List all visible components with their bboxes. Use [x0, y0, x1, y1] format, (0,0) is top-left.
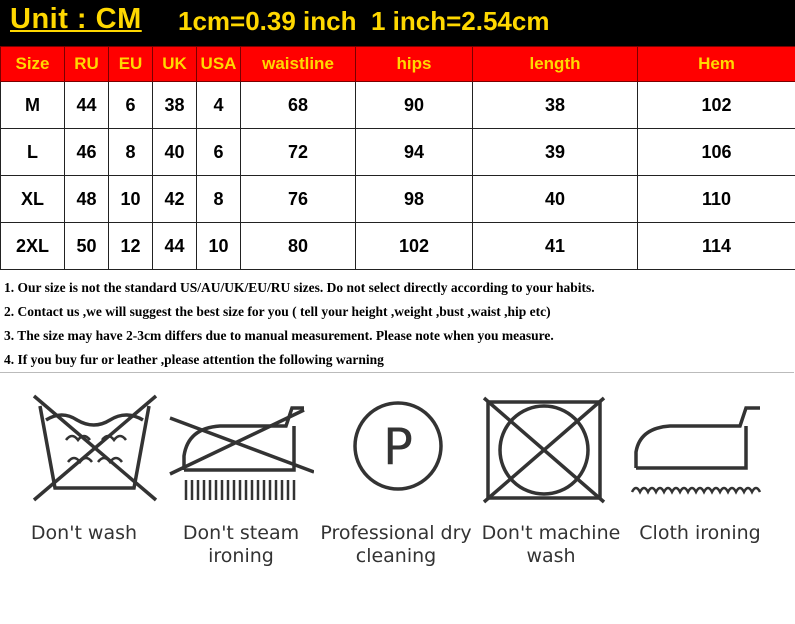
label-line: Don't steam [182, 522, 300, 544]
column-header: hips [356, 47, 473, 82]
table-cell: 12 [109, 223, 153, 270]
table-cell: 39 [473, 129, 638, 176]
table-cell: 10 [109, 176, 153, 223]
table-cell: 102 [356, 223, 473, 270]
note-line: 1. Our size is not the standard US/AU/UK/EU/RU sizes. Do not select directly according to your habits. [4, 280, 595, 295]
table-cell: 76 [241, 176, 356, 223]
table-cell: 40 [153, 129, 197, 176]
header-bar [0, 0, 795, 46]
column-header: RU [65, 47, 109, 82]
table-cell: 98 [356, 176, 473, 223]
table-cell: 41 [473, 223, 638, 270]
table-cell: 6 [197, 129, 241, 176]
cloth-ironing-label [630, 522, 770, 545]
table-cell: 40 [473, 176, 638, 223]
table-cell: 68 [241, 82, 356, 129]
table-cell: 6 [109, 82, 153, 129]
table-cell: 38 [473, 82, 638, 129]
table-cell: 106 [638, 129, 795, 176]
label-line: ironing [208, 545, 274, 567]
dry-clean-label [318, 522, 474, 568]
table-cell: 46 [65, 129, 109, 176]
table-cell: 44 [153, 223, 197, 270]
column-header: EU [109, 47, 153, 82]
no-machine-wash-icon [470, 388, 620, 508]
unit-conversion: 1cm=0.39 inch 1 inch=2.54cm [178, 6, 550, 36]
table-cell: 10 [197, 223, 241, 270]
label-line: Don't wash [30, 522, 138, 544]
table-cell: 102 [638, 82, 795, 129]
no-wash-icon [22, 388, 172, 508]
unit-title: Unit : CM [10, 3, 142, 35]
column-header: USA [197, 47, 241, 82]
size-chart-table [0, 46, 795, 270]
note-line: 2. Contact us ,we will suggest the best size for you ( tell your height ,weight ,bust ,waist ,hip etc) [4, 304, 551, 319]
table-cell: 72 [241, 129, 356, 176]
label-line: Cloth ironing [639, 522, 761, 544]
note-line: 4. If you buy fur or leather ,please attention the following warning [0, 348, 794, 373]
professional-dry-clean-icon [322, 388, 472, 508]
size-notes [4, 276, 794, 373]
table-cell: 38 [153, 82, 197, 129]
column-header: UK [153, 47, 197, 82]
table-cell: 94 [356, 129, 473, 176]
table-row [1, 129, 795, 176]
no-steam-iron-icon [164, 388, 314, 508]
table-cell: 48 [65, 176, 109, 223]
label-line: Don't machine [481, 522, 621, 544]
no-wash-label [14, 522, 154, 545]
label-line: Professional dry [320, 522, 472, 544]
table-cell: L [1, 129, 65, 176]
table-cell: 2XL [1, 223, 65, 270]
table-cell: 80 [241, 223, 356, 270]
table-cell: M [1, 82, 65, 129]
column-header: Size [1, 47, 65, 82]
table-cell: 110 [638, 176, 795, 223]
table-cell: 8 [109, 129, 153, 176]
label-line: wash [526, 545, 576, 567]
table-cell: 44 [65, 82, 109, 129]
column-header: waistline [241, 47, 356, 82]
table-cell: 4 [197, 82, 241, 129]
cloth-ironing-icon [622, 388, 772, 508]
label-line: cleaning [355, 545, 437, 567]
table-cell: 50 [65, 223, 109, 270]
table-header-row [1, 47, 795, 82]
table-cell: 8 [197, 176, 241, 223]
note-line: 3. The size may have 2-3cm differs due to manual measurement. Please note when you measure. [4, 328, 554, 343]
column-header: length [473, 47, 638, 82]
no-steam-iron-label [166, 522, 316, 568]
table-row [1, 176, 795, 223]
column-header: Hem [638, 47, 795, 82]
table-cell: 90 [356, 82, 473, 129]
table-row [1, 223, 795, 270]
dry-clean-symbol: P [382, 418, 414, 476]
table-cell: XL [1, 176, 65, 223]
table-cell: 42 [153, 176, 197, 223]
table-cell: 114 [638, 223, 795, 270]
table-row [1, 82, 795, 129]
no-machine-wash-label [478, 522, 624, 568]
